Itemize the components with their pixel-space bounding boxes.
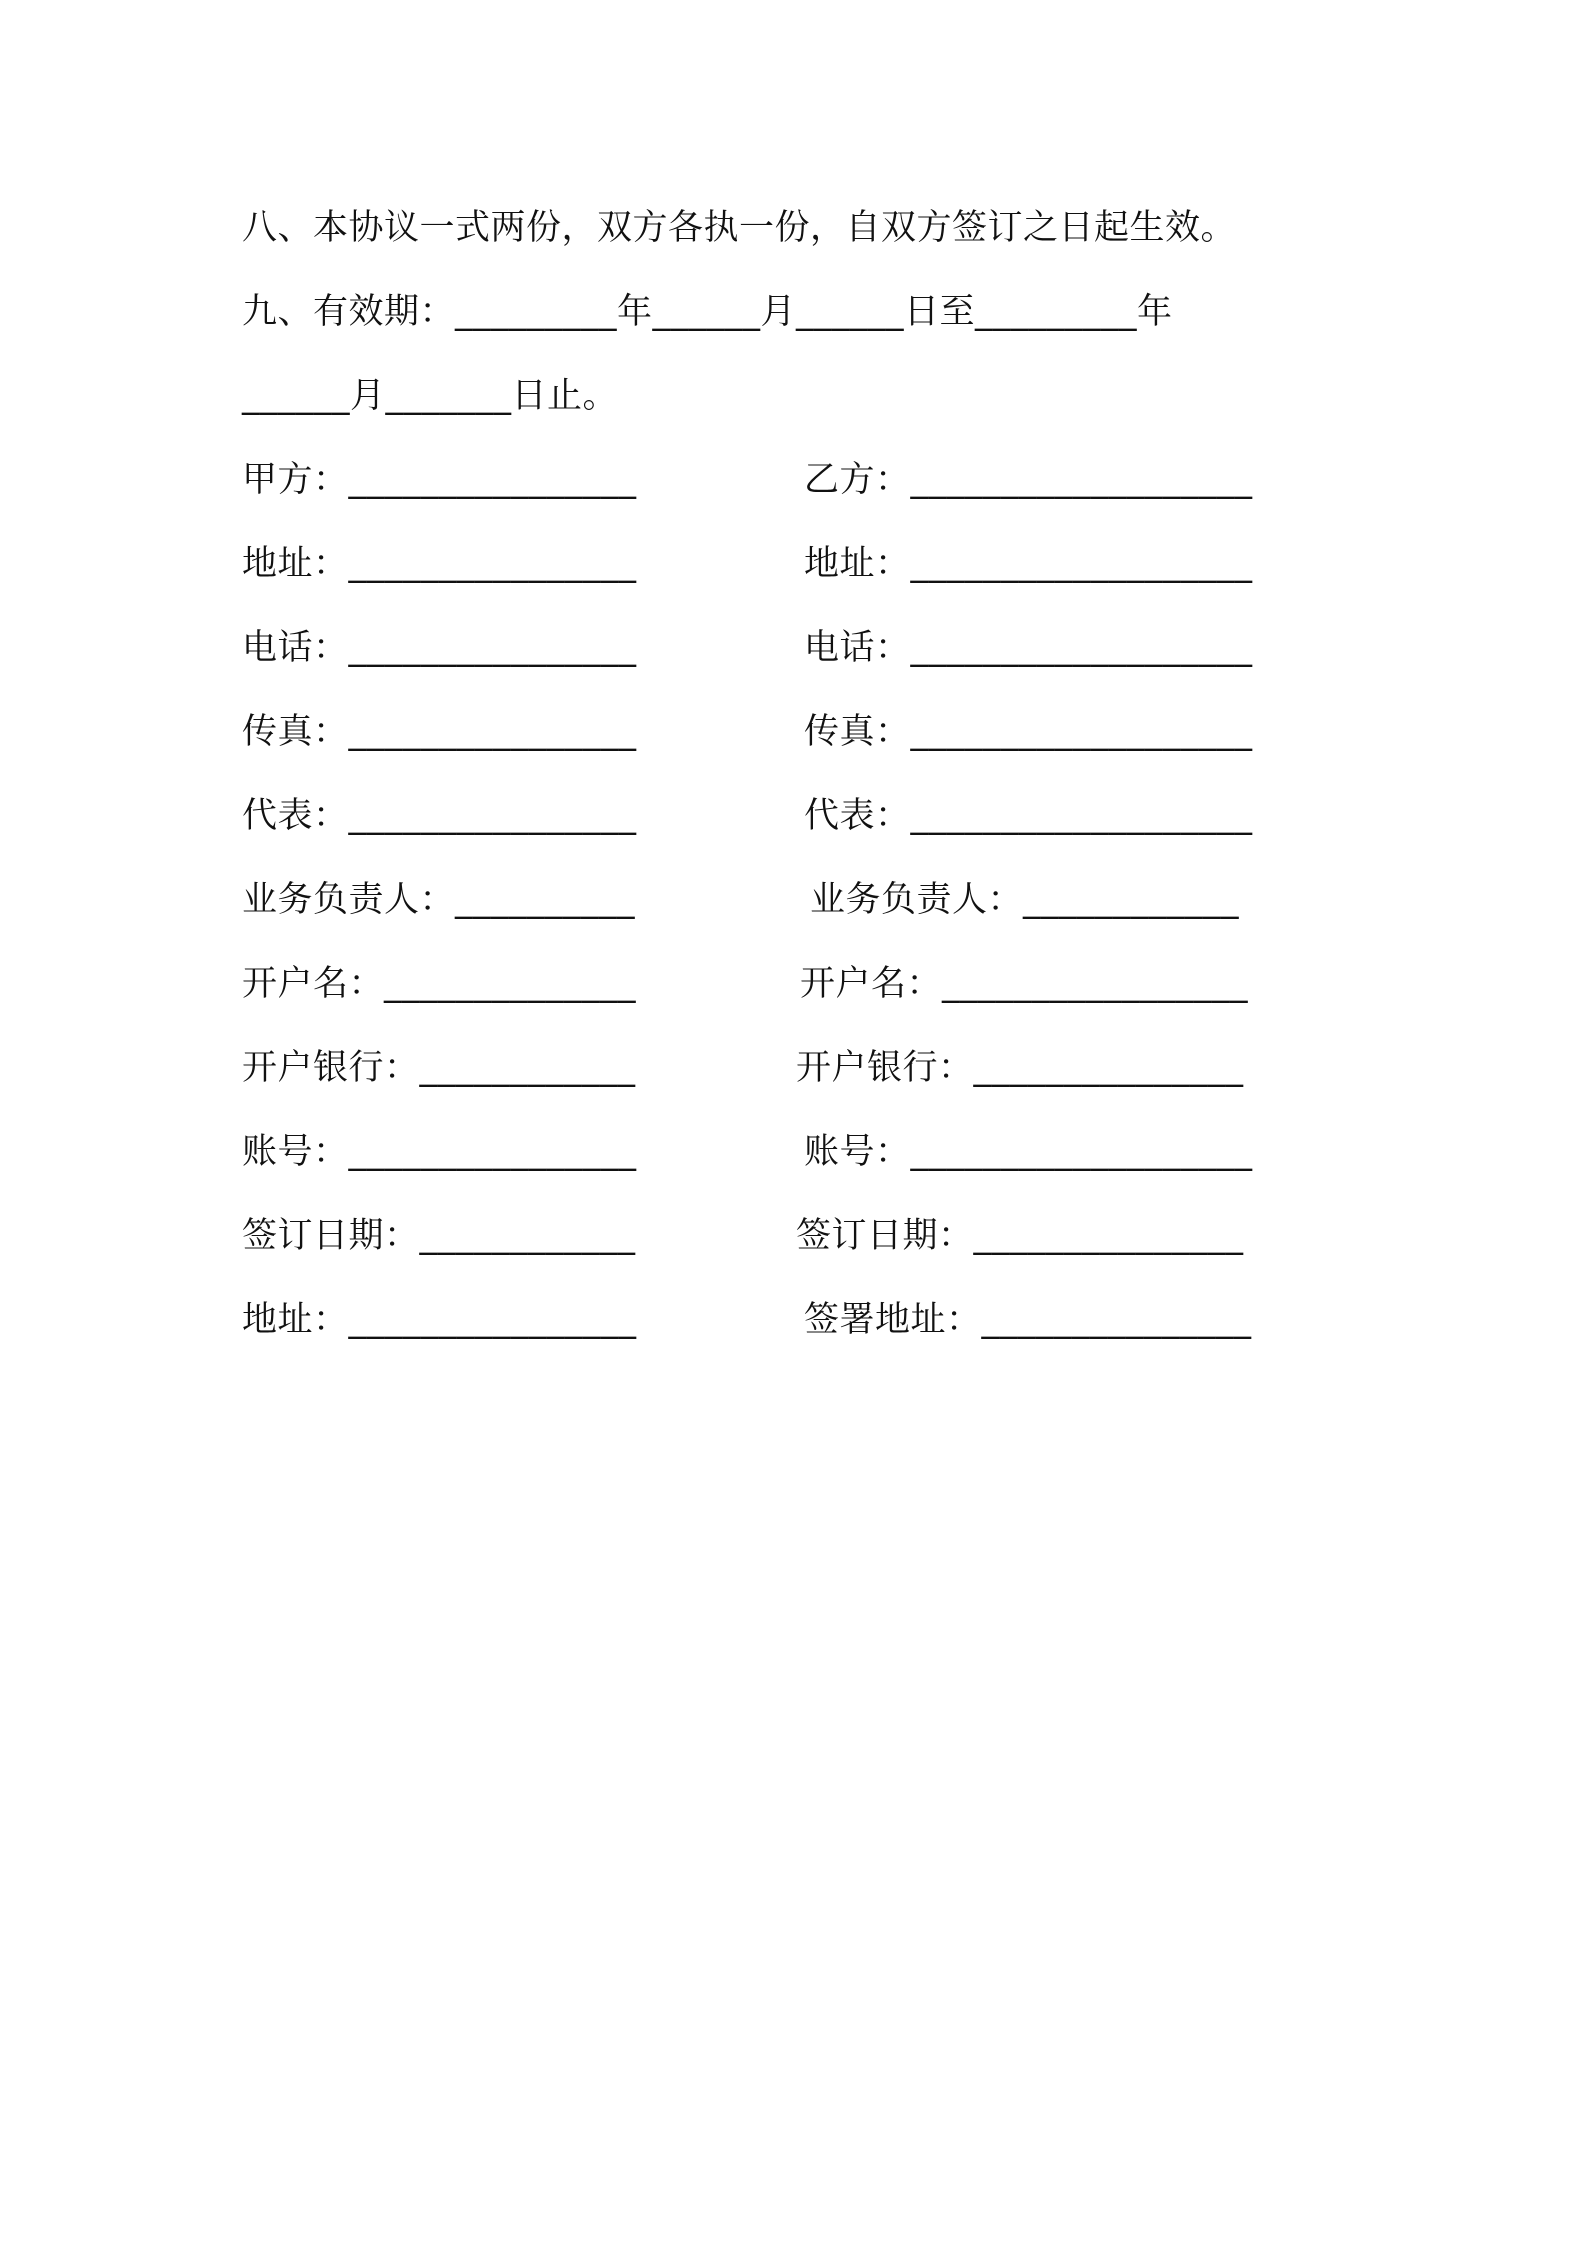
party-b-representative-field: 代表：___________________	[804, 796, 1253, 836]
party-a-signing-date-field: 签订日期：____________	[242, 1216, 636, 1256]
party-b-address-field: 地址：___________________	[804, 544, 1253, 584]
clause-9-line-1: 九、有效期：_________年______月______日至_________年	[242, 292, 1173, 332]
party-a-fax-field: 传真：________________	[242, 712, 637, 752]
party-a-representative-field: 代表：________________	[242, 796, 637, 836]
party-b-account-number-field: 账号：___________________	[804, 1132, 1253, 1172]
party-b-signing-address-field: 签署地址：_______________	[804, 1300, 1252, 1340]
party-b-business-manager-field: 业务负责人：____________	[810, 880, 1240, 920]
clause-8: 八、本协议一式两份，双方各执一份，自双方签订之日起生效。	[242, 208, 1237, 248]
party-a-name-field: 甲方：________________	[242, 460, 637, 500]
party-a-signing-address-field: 地址：________________	[242, 1300, 637, 1340]
party-a-business-manager-field: 业务负责人：__________	[242, 880, 636, 920]
party-a-account-number-field: 账号：________________	[242, 1132, 637, 1172]
party-b-phone-field: 电话：___________________	[804, 628, 1253, 668]
party-b-fax-field: 传真：___________________	[804, 712, 1253, 752]
party-a-phone-field: 电话：________________	[242, 628, 637, 668]
party-b-account-name-field: 开户名：_________________	[800, 964, 1249, 1004]
party-b-bank-field: 开户银行：_______________	[796, 1048, 1244, 1088]
party-a-address-field: 地址：________________	[242, 544, 637, 584]
party-b-signing-date-field: 签订日期：_______________	[796, 1216, 1244, 1256]
clause-9-line-2: ______月_______日止。	[242, 376, 619, 416]
party-b-name-field: 乙方：___________________	[804, 460, 1253, 500]
party-a-account-name-field: 开户名：______________	[242, 964, 637, 1004]
party-a-bank-field: 开户银行：____________	[242, 1048, 636, 1088]
